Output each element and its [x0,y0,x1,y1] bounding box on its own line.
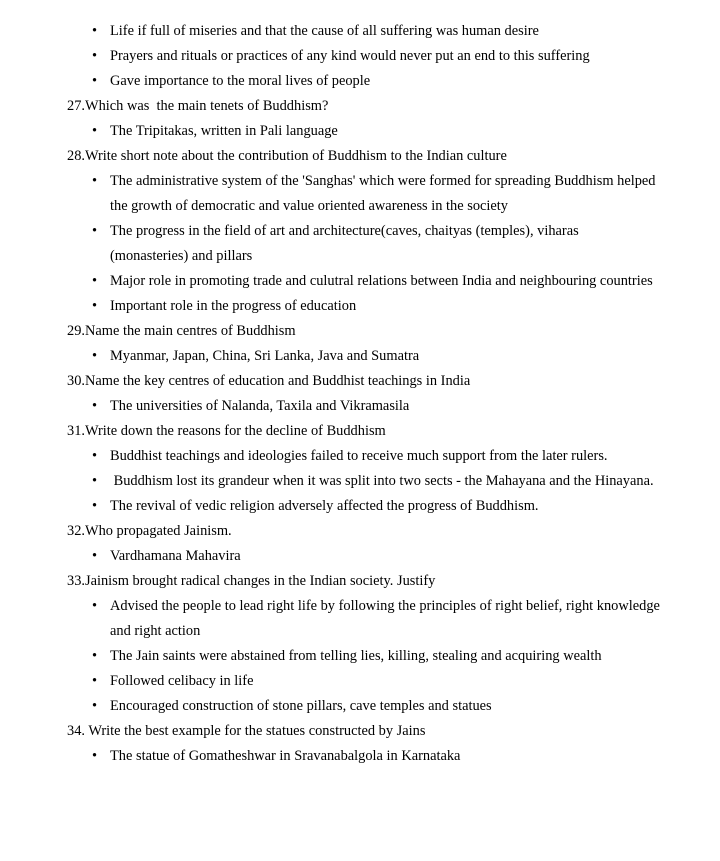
question-line: 30.Name the key centres of education and Buddhist teachings in India [67,373,471,389]
bullet-icon: • [92,673,98,689]
answer-bullet-text: Important role in the progress of education [110,298,357,314]
answer-bullet-item [67,219,660,269]
bullet-icon: • [92,448,98,464]
bullet-icon: • [92,398,98,414]
bullet-icon: • [92,498,98,514]
bullet-icon: • [92,648,98,664]
answer-bullet-text: Encouraged construction of stone pillars, cave temples and statues [110,698,492,714]
answer-bullet-item [67,469,660,494]
answer-bullet-text: The revival of vedic religion adversely affected the progress of Buddhism. [110,498,539,514]
question-line: 31.Write down the reasons for the decline of Buddhism [67,423,386,439]
bullet-icon: • [92,173,98,189]
answer-bullet-text: The universities of Nalanda, Taxila and Vikramasila [110,398,410,414]
question-line: 32.Who propagated Jainism. [67,523,232,539]
answer-bullet-text: Buddhism lost its grandeur when it was split into two sects - the Mahayana and the Hinayana. [110,473,654,489]
document-body [67,19,664,769]
bullet-icon: • [92,48,98,64]
answer-bullet-item [67,294,660,319]
bullet-icon: • [92,223,98,239]
answer-bullet-item [67,19,660,44]
answer-bullet-text: Prayers and rituals or practices of any kind would never put an end to this suffering [110,48,590,64]
answer-bullet-item [67,544,660,569]
answer-bullet-item [67,69,660,94]
answer-bullet-text: Vardhamana Mahavira [110,548,241,564]
bullet-icon: • [92,698,98,714]
answer-bullet-text: The Tripitakas, written in Pali language [110,123,338,139]
answer-bullet-text: Myanmar, Japan, China, Sri Lanka, Java and Sumatra [110,348,420,364]
answer-bullet-item [67,744,660,769]
answer-bullet-item [67,694,660,719]
answer-bullet-item [67,269,660,294]
bullet-icon: • [92,548,98,564]
answer-bullet-item [67,344,660,369]
bullet-icon: • [92,473,98,489]
question-line: 29.Name the main centres of Buddhism [67,323,296,339]
bullet-icon: • [92,273,98,289]
bullet-icon: • [92,23,98,39]
answer-bullet-text: The progress in the field of art and architecture(caves, chaityas (temples), viharas (monasteries) and pillars [110,223,583,264]
answer-bullet-text: Gave importance to the moral lives of people [110,73,371,89]
answer-bullet-item [67,669,660,694]
question-line: 28.Write short note about the contribution of Buddhism to the Indian culture [67,148,507,164]
answer-bullet-text: The statue of Gomatheshwar in Sravanabalgola in Karnataka [110,748,461,764]
answer-bullet-item [67,444,660,469]
bullet-icon: • [92,748,98,764]
question-line: 27.Which was the main tenets of Buddhism? [67,98,329,114]
question-line: 34. Write the best example for the statues constructed by Jains [67,723,426,739]
answer-bullet-item [67,44,660,69]
answer-bullet-text: Buddhist teachings and ideologies failed to receive much support from the later rulers. [110,448,608,464]
answer-bullet-text: Major role in promoting trade and culutral relations between India and neighbouring countries [110,273,653,289]
bullet-icon: • [92,123,98,139]
answer-bullet-text: Advised the people to lead right life by following the principles of right belief, right knowledge and right action [110,598,664,639]
bullet-icon: • [92,598,98,614]
answer-bullet-item [67,119,660,144]
answer-bullet-item [67,594,664,644]
bullet-icon: • [92,298,98,314]
answer-bullet-item [67,644,660,669]
bullet-icon: • [92,73,98,89]
answer-bullet-text: Life if full of miseries and that the cause of all suffering was human desire [110,23,539,39]
answer-bullet-item [67,394,660,419]
answer-bullet-text: The Jain saints were abstained from telling lies, killing, stealing and acquiring wealth [110,648,602,664]
question-line: 33.Jainism brought radical changes in the Indian society. Justify [67,573,436,589]
answer-bullet-item [67,494,660,519]
answer-bullet-item [67,169,660,219]
bullet-icon: • [92,348,98,364]
answer-bullet-text: The administrative system of the 'Sanghas' which were formed for spreading Buddhism helped the growth of democratic and value oriented awareness in the society [110,173,660,214]
answer-bullet-text: Followed celibacy in life [110,673,254,689]
